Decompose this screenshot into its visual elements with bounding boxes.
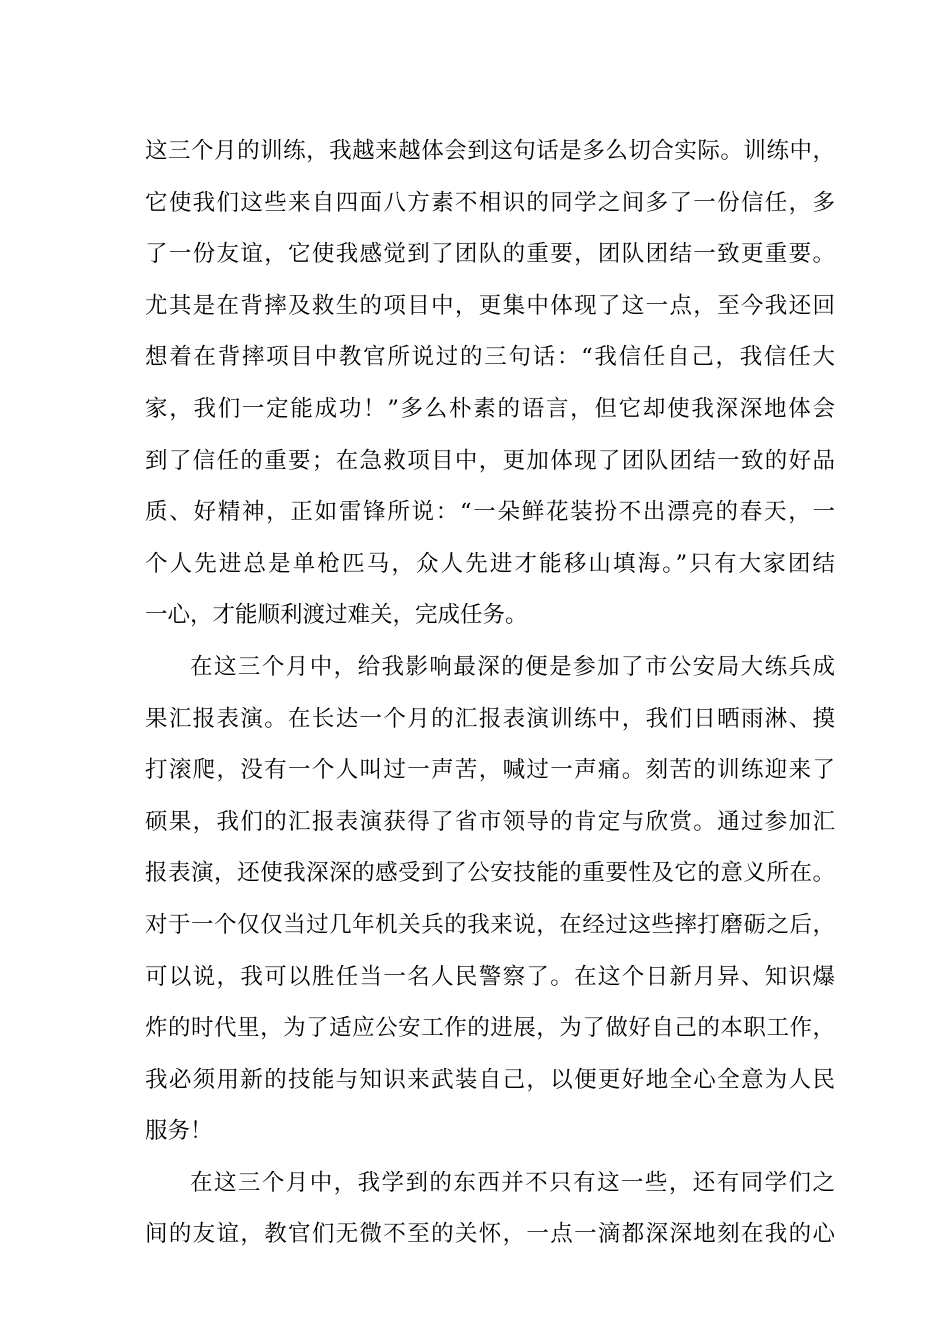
text-line: 了一份友谊，它使我感觉到了团队的重要，团队团结一致更重要。 xyxy=(145,241,835,268)
text-line: 报表演，还使我深深的感受到了公安技能的重要性及它的意义所在。 xyxy=(145,860,835,887)
text-line-last: 服务！ xyxy=(145,1118,213,1145)
text-line: 间的友谊，教官们无微不至的关怀，一点一滴都深深地刻在我的心 xyxy=(145,1221,835,1248)
text-line: 对于一个仅仅当过几年机关兵的我来说，在经过这些摔打磨砺之后， xyxy=(145,911,835,938)
text-line: 打滚爬，没有一个人叫过一声苦，喊过一声痛。刻苦的训练迎来了 xyxy=(145,757,835,784)
text-line: 质、好精神，正如雷锋所说：“一朵鲜花装扮不出漂亮的春天，一 xyxy=(145,499,835,526)
text-line: 炸的时代里，为了适应公安工作的进展，为了做好自己的本职工作， xyxy=(145,1015,835,1042)
paragraph-3 xyxy=(145,1158,835,1261)
document-body xyxy=(145,126,835,1261)
text-line: 尤其是在背摔及救生的项目中，更集中体现了这一点，至今我还回 xyxy=(145,292,835,319)
text-line: 想着在背摔项目中教官所说过的三句话：“我信任自己，我信任大 xyxy=(145,344,835,371)
text-line: 可以说，我可以胜任当一名人民警察了。在这个日新月异、知识爆 xyxy=(145,963,835,990)
text-line: 个人先进总是单枪匹马，众人先进才能移山填海。”只有大家团结 xyxy=(145,550,835,577)
text-line: 果汇报表演。在长达一个月的汇报表演训练中，我们日晒雨淋、摸 xyxy=(145,705,835,732)
text-line: 硕果，我们的汇报表演获得了省市领导的肯定与欣赏。通过参加汇 xyxy=(145,808,835,835)
text-line-last: 一心，才能顺利渡过难关，完成任务。 xyxy=(145,602,528,629)
text-line-first: 在这三个月中，给我影响最深的便是参加了市公安局大练兵成 xyxy=(190,653,835,680)
text-line: 到了信任的重要；在急救项目中，更加体现了团队团结一致的好品 xyxy=(145,447,835,474)
text-line-first: 在这三个月中，我学到的东西并不只有这一些，还有同学们之 xyxy=(190,1169,835,1196)
text-line: 这三个月的训练，我越来越体会到这句话是多么切合实际。训练中， xyxy=(145,138,835,164)
text-line: 家，我们一定能成功！”多么朴素的语言，但它却使我深深地体会 xyxy=(145,395,835,422)
paragraph-1 xyxy=(145,126,835,642)
paragraph-2 xyxy=(145,642,835,1158)
text-line: 我必须用新的技能与知识来武装自己，以便更好地全心全意为人民 xyxy=(145,1066,835,1093)
text-line: 它使我们这些来自四面八方素不相识的同学之间多了一份信任，多 xyxy=(145,189,835,216)
